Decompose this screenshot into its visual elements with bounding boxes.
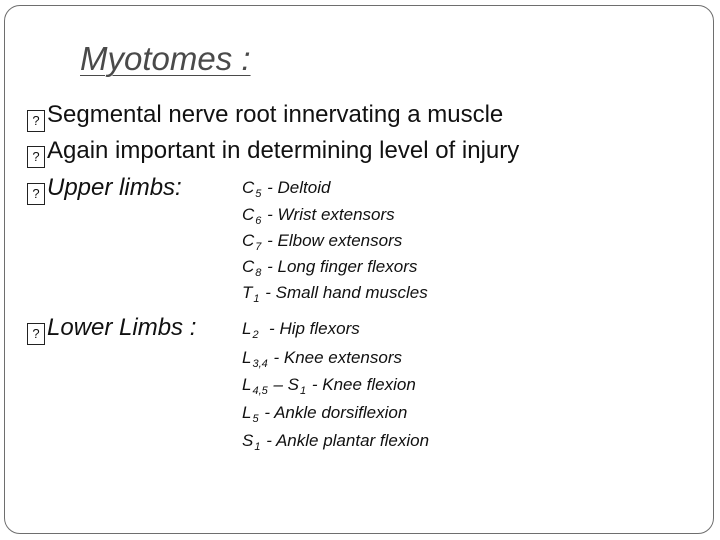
- myotome-entry-upper: [242, 257, 417, 279]
- bullet-text: Upper limbs:: [47, 174, 182, 201]
- separator: -: [262, 178, 278, 197]
- myotome-entry-upper: [242, 283, 428, 305]
- muscle-name: Long finger flexors: [277, 257, 418, 276]
- muscle-name: Knee extensors: [283, 348, 403, 367]
- bullet-upper-limbs: [27, 174, 182, 202]
- muscle-name: Ankle dorsiflexion: [274, 403, 408, 422]
- myotome-entry-lower: [242, 348, 402, 370]
- myotome-entry-upper: [242, 231, 402, 253]
- nerve-level: 6: [255, 215, 262, 227]
- nerve-level: 1: [254, 441, 261, 453]
- separator: -: [261, 431, 276, 450]
- nerve-root: L: [242, 319, 252, 338]
- bullet-icon: ?: [27, 323, 45, 345]
- muscle-name: Wrist extensors: [277, 205, 395, 224]
- bullet-icon: ?: [27, 146, 45, 168]
- nerve-root: T: [242, 283, 253, 302]
- muscle-name: Ankle plantar flexion: [275, 431, 430, 450]
- nerve-level: 2: [252, 329, 259, 341]
- nerve-level: 4,5: [252, 385, 268, 397]
- separator: -: [262, 231, 278, 250]
- nerve-root: L: [242, 403, 252, 422]
- myotome-entry-lower: [242, 375, 416, 397]
- muscle-name: Elbow extensors: [277, 231, 403, 250]
- slide-title: Myotomes :: [80, 40, 251, 77]
- bullet-again-important: [27, 137, 519, 165]
- myotome-entry-lower: [242, 431, 429, 453]
- nerve-level: 5: [255, 188, 262, 200]
- nerve-level: 3,4: [252, 358, 268, 370]
- separator: -: [262, 205, 278, 224]
- separator: -: [259, 403, 275, 422]
- bullet-icon: ?: [27, 183, 45, 205]
- separator-2: -: [307, 375, 323, 394]
- muscle-name: Hip flexors: [279, 319, 360, 338]
- myotome-entry-upper: [242, 178, 330, 200]
- muscle-name: Knee flexion: [322, 375, 416, 394]
- bullet-text: Again important in determining level of injury: [47, 137, 520, 164]
- separator: -: [259, 319, 280, 338]
- bullet-lower-limbs: [27, 314, 196, 342]
- muscle-name: Small hand muscles: [275, 283, 428, 302]
- separator: -: [268, 348, 284, 367]
- nerve-level: 8: [255, 267, 262, 279]
- nerve-level: 5: [252, 413, 259, 425]
- myotome-entry-lower: [242, 403, 407, 425]
- bullet-segmental: [27, 101, 503, 129]
- nerve-level: 7: [255, 241, 262, 253]
- separator: -: [260, 283, 276, 302]
- separator: -: [262, 257, 278, 276]
- nerve-root: C: [242, 178, 255, 197]
- nerve-root: C: [242, 257, 255, 276]
- nerve-root: S: [242, 431, 254, 450]
- myotome-entry-upper: [242, 205, 395, 227]
- nerve-root: L: [242, 348, 252, 367]
- nerve-root: L: [242, 375, 252, 394]
- nerve-root: C: [242, 231, 255, 250]
- muscle-name: Deltoid: [277, 178, 331, 197]
- bullet-text: Segmental nerve root innervating a muscle: [47, 101, 504, 128]
- myotome-entry-lower: [242, 319, 360, 341]
- bullet-text: Lower Limbs :: [47, 314, 197, 341]
- nerve-root: C: [242, 205, 255, 224]
- bullet-icon: ?: [27, 110, 45, 132]
- separator: – S: [268, 375, 300, 394]
- nerve-level-2: 1: [300, 385, 307, 397]
- nerve-level: 1: [253, 293, 260, 305]
